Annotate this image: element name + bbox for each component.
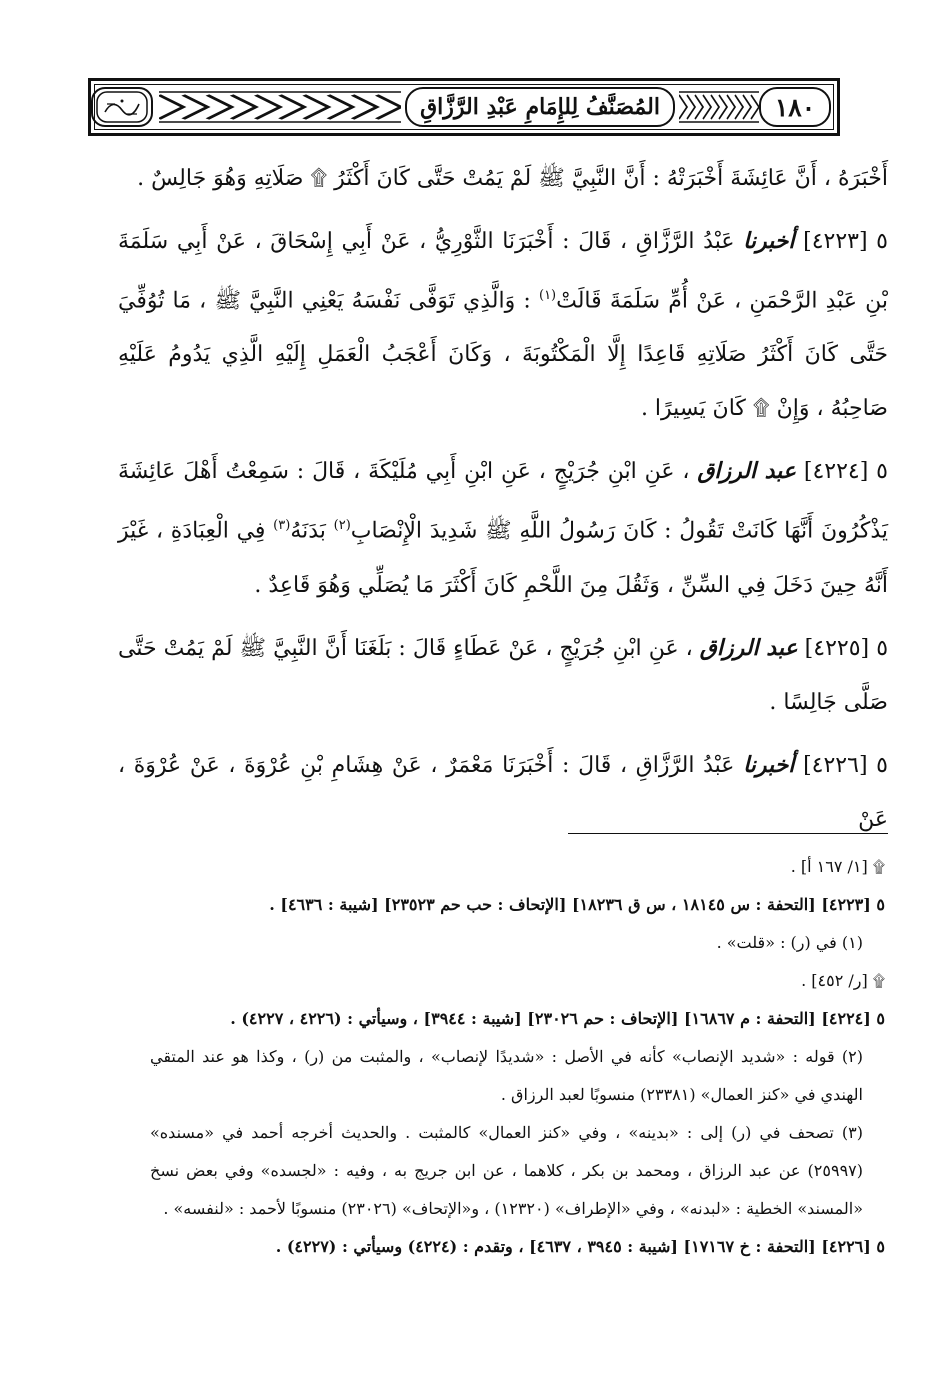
- hadith-text: ، عَنِ ابْنِ جُرَيْجٍ ، عَنِ ابْنِ أَبِي مُلَيْكَةَ ، قَالَ : سَمِعْتُ أَهْلَ عَائِشَةَ يَذْكُرُونَ أَنَّهَا كَانَتْ تَقُولُ : كَانَ رَسُولُ اللَّهِ ﷺ شَدِيدَ الْإِنْصَابِ: [118, 459, 889, 544]
- book-title: المُصَنَّفُ لِلإِمَامِ عَبْدِ الرَّزَّاقِ: [420, 94, 660, 120]
- footnote-folio: ۩ [١/ ١٦٧ أ] .: [790, 857, 885, 876]
- footnote-divider: [568, 833, 888, 834]
- footnote-4224-refs: ٥ [٤٢٢٤] [التحفة : م ١٦٨٦٧] [الإتحاف : حم ٢٣٠٢٦] [شيبة : ٣٩٤٤] ، وسيأتي : (٤٢٢٦ ، ٤٢٢٧) .: [230, 1009, 885, 1028]
- header-seal: [91, 87, 153, 127]
- footnote-4226-refs: ٥ [٤٢٢٦] [التحفة : خ ١٧١٦٧] [شيبة : ٣٩٤٥ ، ٤٦٣٧] ، وتقدم : (٤٢٢٤) وسيأتي : (٤٢٢٧) .: [275, 1237, 885, 1256]
- hadith-4225: [118, 621, 888, 730]
- hadith-text: ، عَنِ ابْنِ جُرَيْجٍ ، عَنْ عَطَاءٍ قَالَ : بَلَغَنَا أَنَّ النَّبِيَّ ﷺ لَمْ يَمُتْ حَتَّى صَلَّى جَالِسًا .: [118, 635, 888, 715]
- footnote-ref: (١): [538, 288, 557, 303]
- footnotes: [150, 848, 885, 1266]
- hadith-text: بَدَنَهُ: [290, 518, 326, 544]
- footnote-2: (٢) قوله : «شديد الإنصاب» كأنه في الأصل : «شديدًا لإنصاب» ، والمثبت من (ر) ، وكذا هو عند المتقي الهندي في «كنز العمال» (٢٣٣٨١) منسوبًا لعبد الرزاق .: [150, 1047, 863, 1104]
- hadith-4226: [118, 738, 888, 847]
- footnote-folio: ۩ [ر/ ٤٥٢] .: [801, 971, 885, 990]
- hadith-number: ٥ [٤٢٢٦]: [803, 752, 888, 778]
- hadith-number: ٥ [٤٢٢٥]: [804, 635, 889, 661]
- hadith-lead: أخبرنا: [743, 751, 795, 778]
- ornament-pattern-icon: [679, 89, 759, 125]
- hadith-number: ٥ [٤٢٢٤]: [803, 459, 888, 485]
- hadith-lead: عبد الرزاق: [699, 634, 798, 661]
- hadith-text: عَبْدُ الرَّزَّاقِ ، قَالَ : أَخْبَرَنَا مَعْمَرٌ ، عَنْ هِشَامِ بْنِ عُرْوَةَ ، عَنْ عُرْوَةَ ، عَنْ: [118, 752, 888, 832]
- hadith-number: ٥ [٤٢٢٣]: [803, 229, 888, 254]
- seal-calligraphy-icon: [95, 90, 149, 124]
- ornament-pattern-icon: [159, 89, 401, 125]
- footnote-4223-refs: ٥ [٤٢٢٣] [التحفة : س ١٨١٤٥ ، س ق ١٨٢٣٦] [الإتحاف : حب حم ٢٣٥٢٣] [شيبة : ٤٦٣٦] .: [269, 895, 885, 914]
- hadith-text: فِي الْعِبَادَةِ ، غَيْرَ أَنَّهُ حِينَ دَخَلَ فِي السِّنِّ ، وَثَقُلَ مِنَ اللَّحْمِ كَانَ أَكْثَرَ مَا يُصَلِّي وَهُوَ قَاعِدٌ .: [118, 518, 888, 598]
- header-ornament-right: [679, 89, 759, 125]
- footnote-1: (١) في (ر) : «قلت» .: [716, 933, 863, 952]
- paragraph-continuation: أَخْبَرَهُ ، أَنَّ عَائِشَةَ أَخْبَرَتْهُ : أَنَّ النَّبِيَّ ﷺ لَمْ يَمُتْ حَتَّى كَانَ أَكْثَرُ ۩ صَلَاتِهِ وَهُوَ جَالِسٌ .: [137, 166, 888, 191]
- footnote-3: (٣) تصحف في (ر) إلى : «بدينه» ، وفي «كنز العمال» كالمثبت . والحديث أخرجه أحمد في «مسنده» (٢٥٩٩٧) عن عبد الرزاق ، ومحمد بن بكر ، كلاهما ، عن ابن جريج به ، وفيه : «لجسده» وفي بعض نسخ «المسند» الخطية : «لبدنه» ، وفي «الإطراف» (١٢٣٢٠) ، و«الإتحاف» (٢٣٠٢٦) منسوبًا لأحمد : «لنفسه» .: [150, 1123, 863, 1218]
- header-title: [405, 87, 675, 127]
- page-header: [88, 78, 840, 136]
- header-ornament-left: [159, 89, 401, 125]
- main-text: [118, 152, 888, 855]
- hadith-4224: [118, 444, 888, 612]
- hadith-lead: عبد الرزاق: [697, 458, 796, 485]
- hadith-text: : وَالَّذِي تَوَفَّى نَفْسَهُ يَعْنِي النَّبِيَّ ﷺ ، مَا تُوُفِّيَ حَتَّى كَانَ أَكْثَرُ صَلَاتِهِ قَاعِدًا إِلَّا الْمَكْتُوبَةَ ، وَكَانَ أَعْجَبُ الْعَمَلِ إِلَيْهِ الَّذِي يَدُومُ عَلَيْهِ صَاحِبُهُ ، وَإِنْ ۩ كَانَ يَسِيرًا .: [118, 288, 888, 422]
- hadith-text: عَبْدُ الرَّزَّاقِ ، قَالَ : أَخْبَرَنَا الثَّوْرِيُّ ، عَنْ أَبِي إِسْحَاقَ ، عَنْ أَبِي سَلَمَةَ بْنِ عَبْدِ الرَّحْمَنِ ، عَنْ أُمِّ سَلَمَةَ قَالَتْ: [118, 229, 888, 314]
- page-number: ١٨٠: [759, 87, 831, 127]
- footnote-ref: (٢): [333, 518, 351, 534]
- footnote-ref: (٣): [273, 518, 291, 534]
- hadith-lead: أخبرنا: [743, 228, 795, 254]
- hadith-4223: [118, 214, 888, 436]
